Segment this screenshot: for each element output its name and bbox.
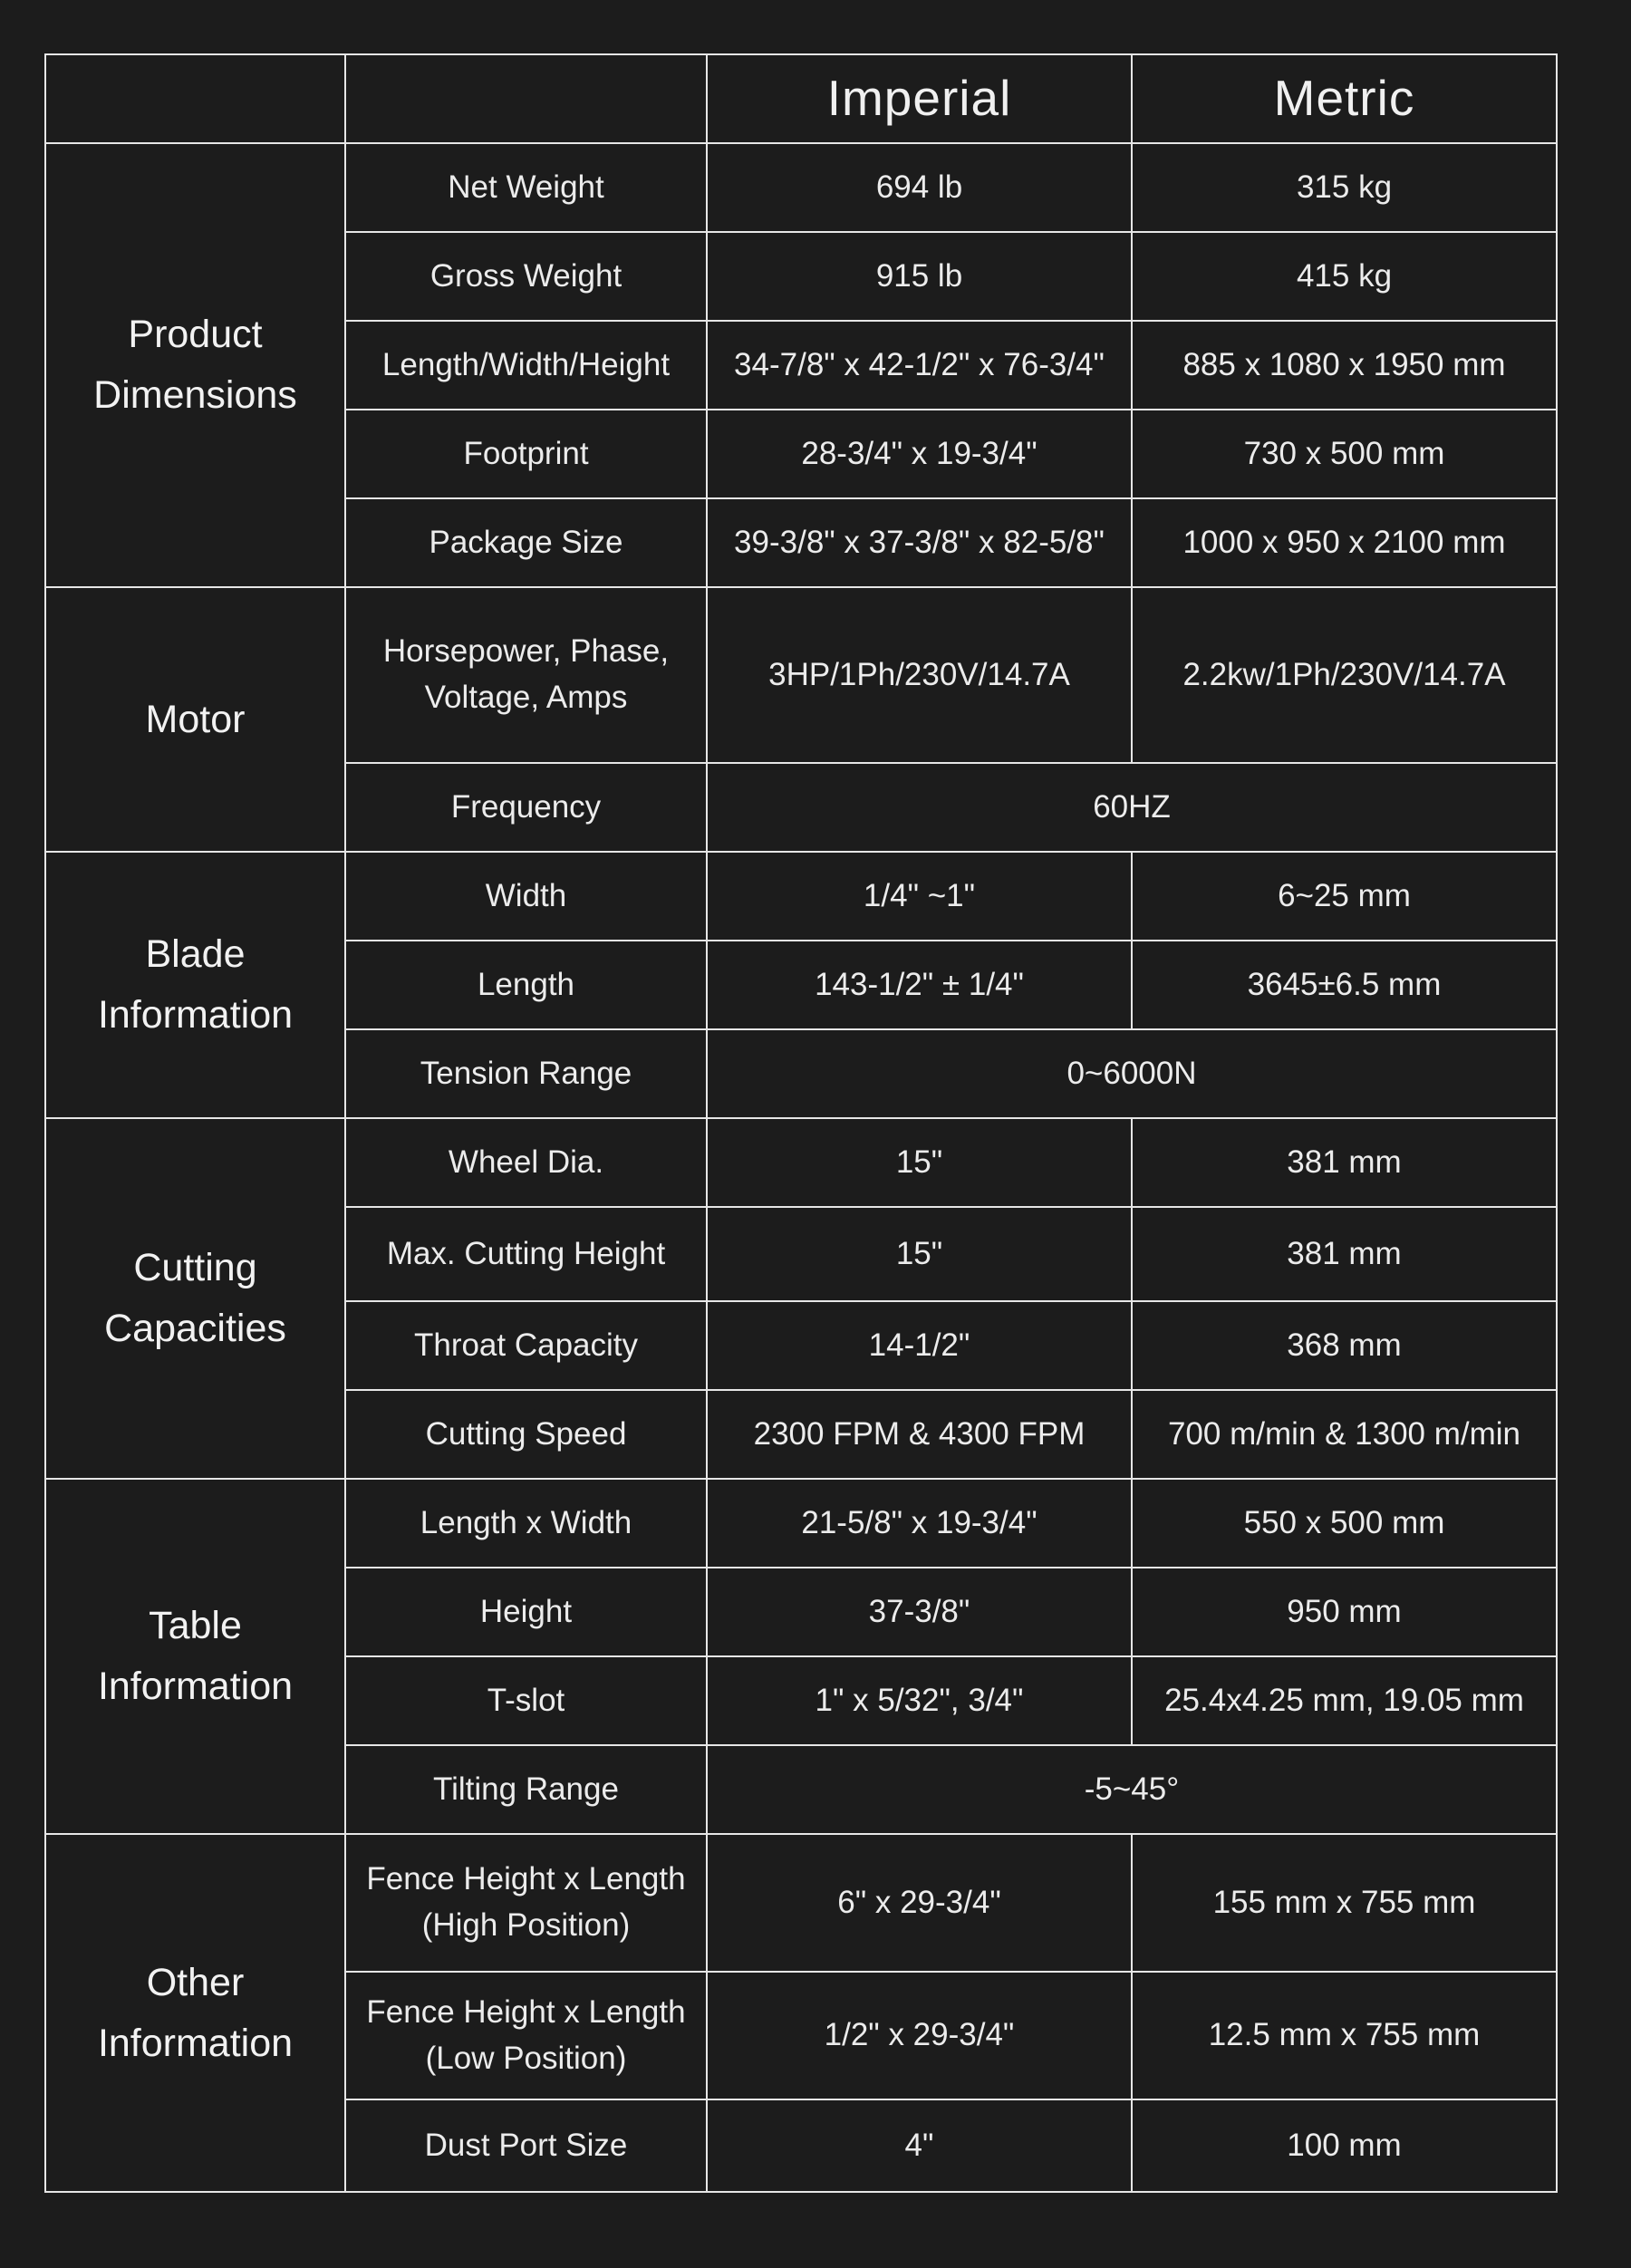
category-motor: Motor	[45, 587, 345, 852]
table-row	[45, 1479, 1557, 1568]
table-row	[45, 1118, 1557, 1207]
spec-value-imperial: 2300 FPM & 4300 FPM	[707, 1390, 1132, 1479]
spec-table-body	[45, 54, 1557, 2192]
spec-value-imperial: 1/2" x 29-3/4"	[707, 1972, 1132, 2099]
spec-label-width: Width	[345, 852, 707, 941]
spec-value-imperial: 143-1/2" ± 1/4"	[707, 941, 1132, 1029]
category-table-information: Table Information	[45, 1479, 345, 1834]
spec-value-metric: 2.2kw/1Ph/230V/14.7A	[1132, 587, 1557, 763]
spec-value-metric: 368 mm	[1132, 1301, 1557, 1390]
table-row	[45, 1834, 1557, 1972]
header-row	[45, 54, 1557, 143]
specifications-table	[44, 53, 1558, 2193]
spec-label-dust-port-size: Dust Port Size	[345, 2099, 707, 2192]
category-cutting-capacities: Cutting Capacities	[45, 1118, 345, 1479]
spec-label-fence-height-x-length-low-position: Fence Height x Length (Low Position)	[345, 1972, 707, 2099]
spec-label-net-weight: Net Weight	[345, 143, 707, 232]
spec-value-combined: 60HZ	[707, 763, 1557, 852]
spec-label-cutting-speed: Cutting Speed	[345, 1390, 707, 1479]
metric-column-header: Metric	[1132, 54, 1557, 143]
imperial-column-header: Imperial	[707, 54, 1132, 143]
spec-value-imperial: 6" x 29-3/4"	[707, 1834, 1132, 1972]
category-other-information: Other Information	[45, 1834, 345, 2192]
spec-value-metric: 155 mm x 755 mm	[1132, 1834, 1557, 1972]
table-row	[45, 852, 1557, 941]
spec-value-imperial: 1" x 5/32", 3/4"	[707, 1656, 1132, 1745]
spec-value-imperial: 4"	[707, 2099, 1132, 2192]
spec-label-footprint: Footprint	[345, 410, 707, 498]
spec-value-imperial: 28-3/4" x 19-3/4"	[707, 410, 1132, 498]
spec-label-fence-height-x-length-high-position: Fence Height x Length (High Position)	[345, 1834, 707, 1972]
spec-value-imperial: 694 lb	[707, 143, 1132, 232]
spec-value-imperial: 15"	[707, 1207, 1132, 1301]
spec-label-throat-capacity: Throat Capacity	[345, 1301, 707, 1390]
spec-label-tilting-range: Tilting Range	[345, 1745, 707, 1834]
spec-value-imperial: 14-1/2"	[707, 1301, 1132, 1390]
spec-label-length: Length	[345, 941, 707, 1029]
spec-value-combined: 0~6000N	[707, 1029, 1557, 1118]
category-blade-information: Blade Information	[45, 852, 345, 1118]
table-row	[45, 587, 1557, 763]
spec-value-imperial: 915 lb	[707, 232, 1132, 321]
spec-label-height: Height	[345, 1568, 707, 1656]
spec-value-metric: 100 mm	[1132, 2099, 1557, 2192]
spec-value-metric: 550 x 500 mm	[1132, 1479, 1557, 1568]
header-empty-label	[345, 54, 707, 143]
spec-value-metric: 950 mm	[1132, 1568, 1557, 1656]
spec-value-imperial: 21-5/8" x 19-3/4"	[707, 1479, 1132, 1568]
spec-value-metric: 12.5 mm x 755 mm	[1132, 1972, 1557, 2099]
spec-value-metric: 700 m/min & 1300 m/min	[1132, 1390, 1557, 1479]
spec-table-wrapper	[44, 53, 1558, 2193]
spec-value-metric: 6~25 mm	[1132, 852, 1557, 941]
spec-label-wheel-dia: Wheel Dia.	[345, 1118, 707, 1207]
spec-label-length-x-width: Length x Width	[345, 1479, 707, 1568]
spec-label-t-slot: T-slot	[345, 1656, 707, 1745]
spec-label-frequency: Frequency	[345, 763, 707, 852]
header-empty-category	[45, 54, 345, 143]
spec-label-package-size: Package Size	[345, 498, 707, 587]
spec-value-imperial: 15"	[707, 1118, 1132, 1207]
spec-value-metric: 381 mm	[1132, 1207, 1557, 1301]
spec-label-tension-range: Tension Range	[345, 1029, 707, 1118]
spec-label-horsepower-phase-voltage-amps: Horsepower, Phase, Voltage, Amps	[345, 587, 707, 763]
spec-value-metric: 381 mm	[1132, 1118, 1557, 1207]
table-row	[45, 143, 1557, 232]
spec-value-combined: -5~45°	[707, 1745, 1557, 1834]
category-product-dimensions: Product Dimensions	[45, 143, 345, 587]
spec-value-metric: 25.4x4.25 mm, 19.05 mm	[1132, 1656, 1557, 1745]
spec-label-max-cutting-height: Max. Cutting Height	[345, 1207, 707, 1301]
spec-value-metric: 415 kg	[1132, 232, 1557, 321]
spec-value-metric: 3645±6.5 mm	[1132, 941, 1557, 1029]
spec-value-imperial: 39-3/8" x 37-3/8" x 82-5/8"	[707, 498, 1132, 587]
spec-value-imperial: 3HP/1Ph/230V/14.7A	[707, 587, 1132, 763]
spec-value-imperial: 37-3/8"	[707, 1568, 1132, 1656]
spec-label-gross-weight: Gross Weight	[345, 232, 707, 321]
spec-label-length-width-height: Length/Width/Height	[345, 321, 707, 410]
spec-value-imperial: 1/4" ~1"	[707, 852, 1132, 941]
spec-value-metric: 730 x 500 mm	[1132, 410, 1557, 498]
spec-value-imperial: 34-7/8" x 42-1/2" x 76-3/4"	[707, 321, 1132, 410]
spec-value-metric: 885 x 1080 x 1950 mm	[1132, 321, 1557, 410]
spec-value-metric: 315 kg	[1132, 143, 1557, 232]
spec-value-metric: 1000 x 950 x 2100 mm	[1132, 498, 1557, 587]
